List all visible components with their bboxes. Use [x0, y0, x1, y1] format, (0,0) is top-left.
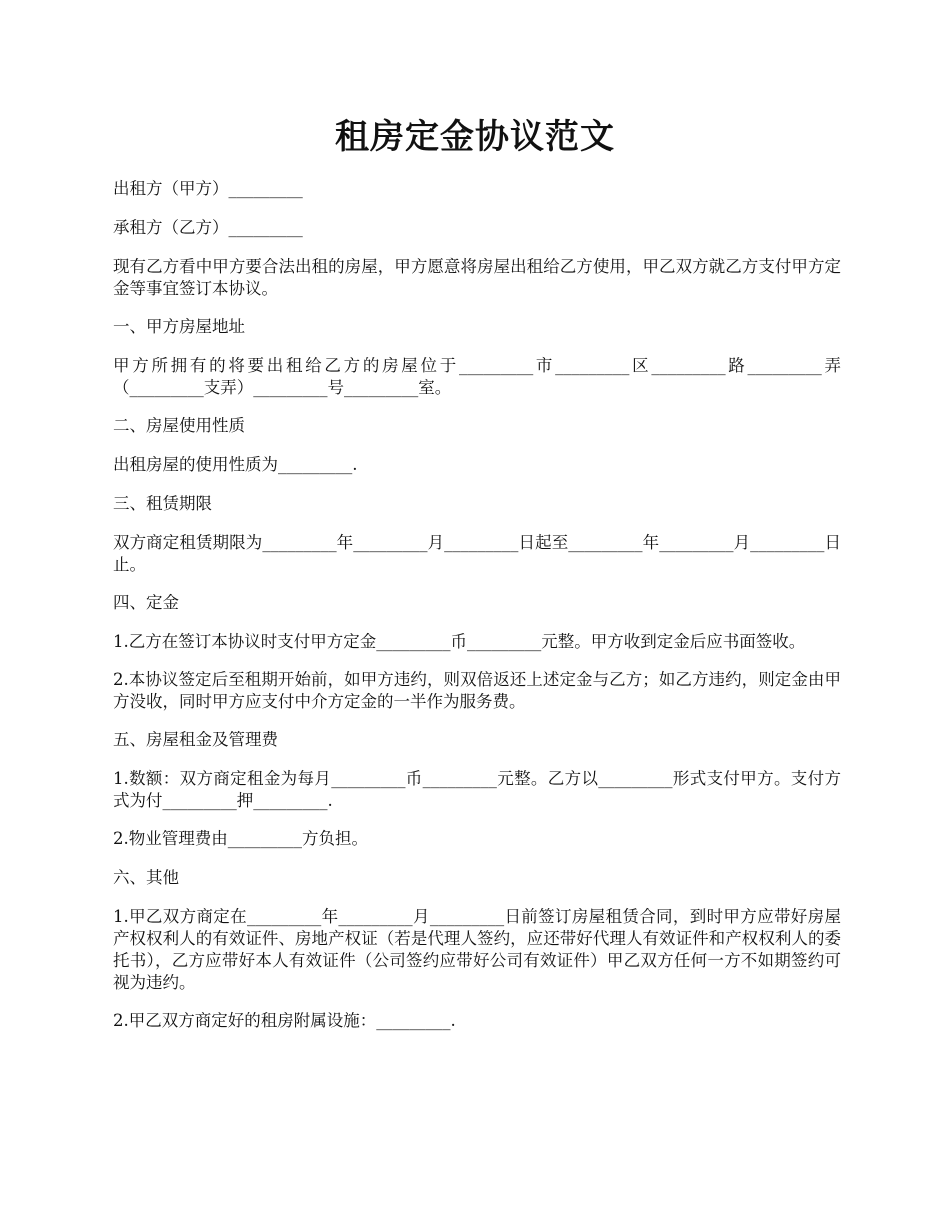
section-heading-deposit: 四、定金 — [113, 593, 179, 612]
document-title: 租房定金协议范文 — [335, 117, 615, 157]
other-clause-1: 1.甲乙双方商定在_________年_________月_________日前签订房屋租赁合同，到时甲方应带好房屋产权权利人的有效证件、房地产权证（若是代理人签约，应还带好代理人有效证件和产权权利人的委托书），乙方应带好本人有效证件（公司签约应带好公司有效证件）甲乙双方任何一方不如期签约可视为违约。 — [113, 907, 841, 992]
section-heading-term: 三、租赁期限 — [113, 494, 212, 513]
term-paragraph: 双方商定租赁期限为_________年_________月_________日起至_________年_________月_________日止。 — [113, 533, 841, 574]
usage-paragraph: 出租房屋的使用性质为_________. — [113, 455, 358, 474]
intro-paragraph: 现有乙方看中甲方要合法出租的房屋，甲方愿意将房屋出租给乙方使用，甲乙双方就乙方支付甲方定金等事宜签订本协议。 — [113, 257, 841, 298]
rent-clause-1: 1.数额：双方商定租金为每月_________币_________元整。乙方以_________形式支付甲方。支付方式为付_________押_________. — [113, 769, 841, 810]
section-heading-other: 六、其他 — [113, 868, 179, 887]
section-heading-rent: 五、房屋租金及管理费 — [113, 730, 278, 749]
deposit-clause-1: 1.乙方在签订本协议时支付甲方定金_________币_________元整。甲方收到定金后应书面签收。 — [113, 632, 806, 651]
section-heading-address: 一、甲方房屋地址 — [113, 317, 245, 336]
address-paragraph: 甲方所拥有的将要出租给乙方的房屋位于_________市_________区_________路_________弄（_________支弄）_________号_________室。 — [113, 356, 841, 397]
other-clause-2: 2.甲乙双方商定好的租房附属设施：_________. — [113, 1011, 456, 1030]
section-heading-usage: 二、房屋使用性质 — [113, 416, 245, 435]
deposit-clause-2: 2.本协议签定后至租期开始前，如甲方违约，则双倍返还上述定金与乙方；如乙方违约，则定金由甲方没收，同时甲方应支付中介方定金的一半作为服务费。 — [113, 670, 841, 711]
rent-clause-2: 2.物业管理费由_________方负担。 — [113, 829, 368, 848]
lessor-line: 出租方（甲方）_________ — [113, 179, 303, 198]
lessee-line: 承租方（乙方）_________ — [113, 218, 303, 237]
document-body — [113, 178, 841, 1049]
